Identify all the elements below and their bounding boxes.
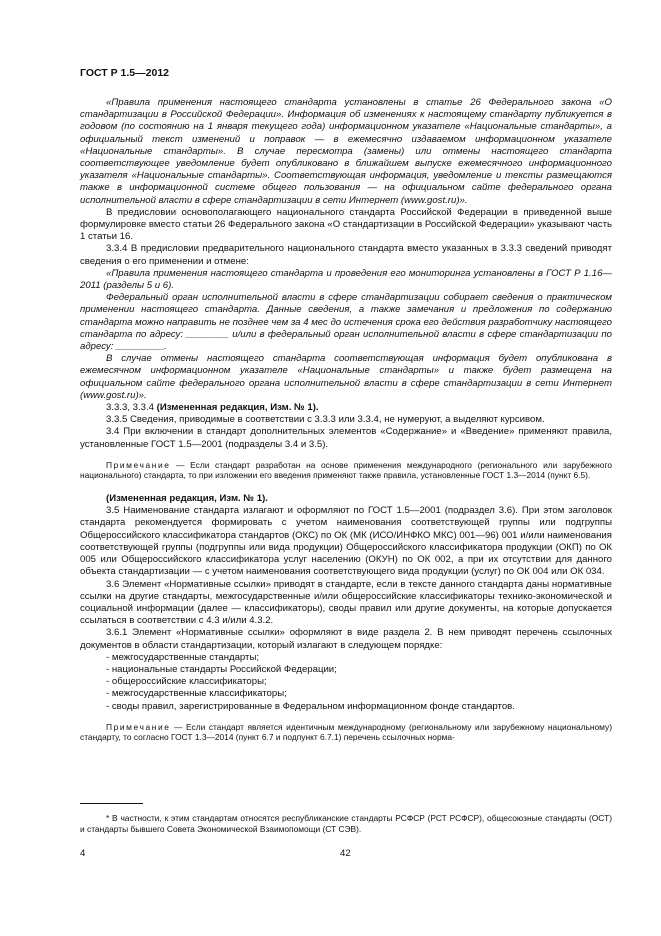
note-label: Примечание <box>106 721 171 732</box>
paragraph-3-6: 3.6 Элемент «Нормативные ссылки» приводят в стандарте, если в тексте данного стандарта даны нормативные ссылки на другие стандарты, межгосударственные и/или общероссийские классификаторы технико-экономической и социальной информации (далее — классификаторы), своды правил или другие документы, на которые допускается ссылаться в соответствии с 4.3 и/или 4.3.2. <box>80 578 612 627</box>
note-text: — Если стандарт разработан на основе применения международного (регионального или зарубежного национального) стандарта, то при изложении его введения применяют также правила, установленные ГОСТ 1.3—2014 (пункт 6.5). <box>80 459 612 481</box>
note-text: — Если стандарт является идентичным международному (региональному или зарубежному национальному) стандарту, то согласно ГОСТ 1.3—2014 (пункт 6.7 и подпункт 6.7.1) перечень ссылочных норма- <box>80 721 612 743</box>
amendment-label: (Измененная редакция, Изм. № 1). <box>156 402 319 414</box>
paragraph-3-6-1: 3.6.1 Элемент «Нормативные ссылки» оформляют в виде раздела 2. В нем приводят перечень ссылочных документов в области стандартизации, который излагают в следующем порядке: <box>80 627 612 651</box>
document-header: ГОСТ Р 1.5—2012 <box>80 67 170 79</box>
document-body <box>80 97 612 743</box>
paragraph-3-3-4: 3.3.4 В предисловии предварительного национального стандарта вместо указанных в 3.3.3 сведений приводят сведения о его применении и отмене: <box>80 243 612 267</box>
paragraph-cancellation: В случае отмены настоящего стандарта соответствующая информация будет опубликована в ежемесячном информационном указателе «Национальные стандарты» и также будет размещена на официальном сайте федерального органа исполнительной власти в сфере стандартизации в сети Интернет (www.gost.ru)». <box>80 353 612 401</box>
note-1 <box>80 460 612 481</box>
paragraph-preface-note: В предисловии основополагающего национального стандарта Российской Федерации в приведенной выше формулировке вместо статьи 26 Федерального закона «О стандартизации в Российской Федерации» указывают часть 1 статьи 16. <box>80 206 612 243</box>
footnote: * В частности, к этим стандартам относятся республиканские стандарты РСФСР (РСТ РСФСР), общесоюзные стандарты (ОСТ) и стандарты бывшего Совета Экономической Взаимопомощи (СТ СЭВ). <box>80 813 612 834</box>
list-item: - своды правил, зарегистрированные в Федеральном информационном фонде стандартов. <box>106 700 515 712</box>
paragraph-amendment-1 <box>80 402 612 414</box>
paragraph-amendment-2: (Измененная редакция, Изм. № 1). <box>106 493 268 505</box>
paragraph-preface-quote: «Правила применения настоящего стандарта установлены в статье 26 Федерального закона «О стандартизации в Российской Федерации». Информация об изменениях к настоящему стандарту публикуется в годовом (по состоянию на 1 января текущего года) информационном указателе «Национальные стандарты», а официальный текст изменений и поправок — в ежемесячно издаваемом информационном указателе «Национальные стандарты». В случае пересмотра (замены) или отмены настоящего стандарта соответствующее уведомление будет опубликовано в ближайшем выпуске ежемесячного информационного указателя «Национальные стандарты». Соответствующая информация, уведомление и тексты размещаются также в информационной системе общего пользования — на официальном сайте федерального органа исполнительной власти в сфере стандартизации в сети Интернет (www.gost.ru)». <box>80 97 612 206</box>
note-label: Примечание <box>106 459 171 470</box>
list-item: - национальные стандарты Российской Федерации; <box>106 663 337 675</box>
footnote-divider <box>80 803 143 804</box>
list-item: - межгосударственные классификаторы; <box>106 688 287 700</box>
paragraph-3-5: 3.5 Наименование стандарта излагают и оформляют по ГОСТ 1.5—2001 (подраздел 3.6). При этом заголовок стандарта рекомендуется формировать с учетом наименования соответствующей группы или подгруппы Общероссийского классификатора стандартов (ОКС) по ОК (МК (ИСО/ИНФКО МКС) 001—96) 001 и/или наименования соответствующей группы (подгруппы или вида продукции) Общероссийского классификатора продукции (ОКП) по ОК 005 или Общероссийского классификатора услуг населению (ОКУН) по ОК 002, а при их отсутствии для данного объекта стандартизации — с учетом наименования соответствующего вида продукции (услуг) по ОК 004 или ОК 034. <box>80 505 612 578</box>
page-number-center: 42 <box>340 848 351 859</box>
paragraph-federal-body: Федеральный орган исполнительной власти в сфере стандартизации собирает сведения о практическом применении настоящего стандарта. Данные сведения, а также замечания и предложения по содержанию стандарта можно направить не позднее чем за 4 мес до истечения срока его действия разработчику настоящего стандарта по адресу: ________ и/или в федеральный орган исполнительной власти в сфере стандартизации по адресу: _________. <box>80 292 612 353</box>
paragraph-3-3-5: 3.3.5 Сведения, приводимые в соответствии с 3.3.3 или 3.3.4, не нумеруют, а выделяют курсивом. <box>106 414 545 426</box>
note-2 <box>80 722 612 743</box>
list-item: - межгосударственные стандарты; <box>106 651 260 663</box>
amendment-ref: 3.3.3, 3.3.4 <box>106 402 157 414</box>
paragraph-3-4: 3.4 При включении в стандарт дополнительных элементов «Содержание» и «Введение» применяют правила, установленные ГОСТ 1.5—2001 (подразделы 3.4 и 3.5). <box>80 426 612 450</box>
paragraph-rules-quote: «Правила применения настоящего стандарта и проведения его мониторинга установлены в ГОСТ Р 1.16—2011 (разделы 5 и 6). <box>80 267 612 292</box>
page-number-left: 4 <box>80 848 86 859</box>
list-item: - общероссийские классификаторы; <box>106 676 267 688</box>
